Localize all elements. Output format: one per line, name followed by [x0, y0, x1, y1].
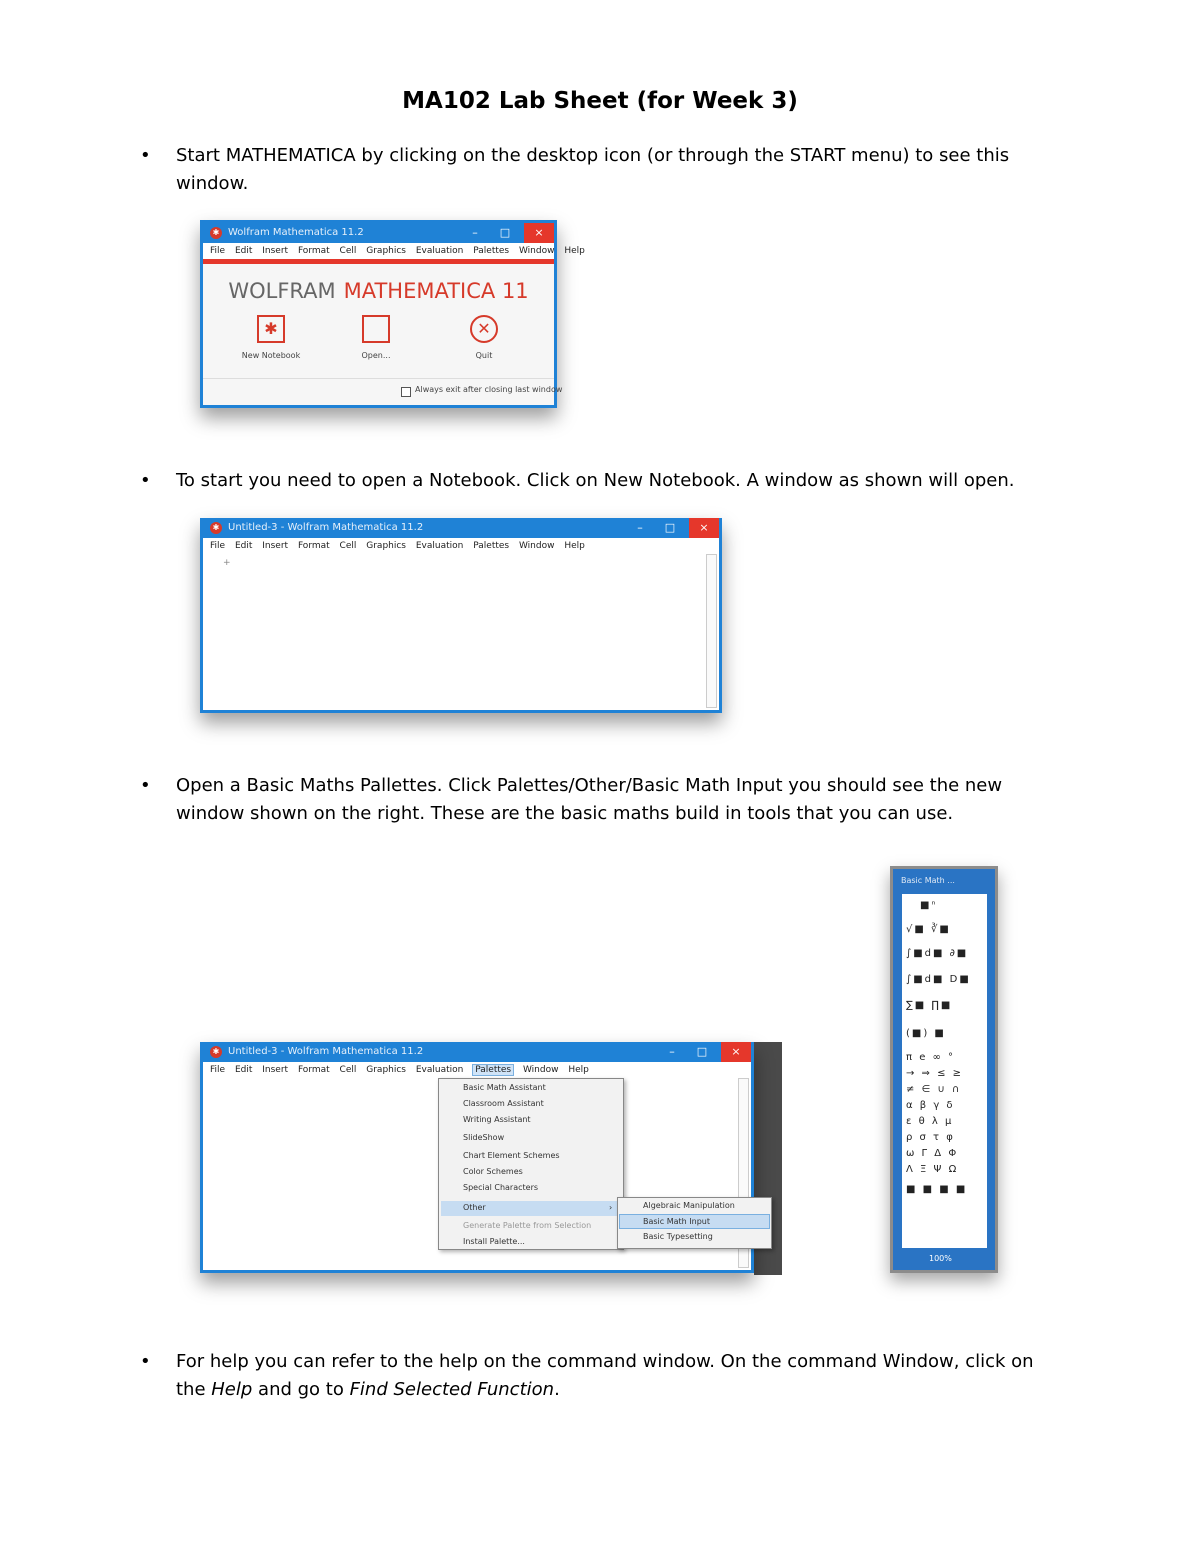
mathematica-logo-icon: ✱	[210, 227, 222, 239]
menu-graphics[interactable]: Graphics	[366, 1065, 406, 1075]
bullet-item	[140, 467, 1060, 495]
palette-button-row[interactable]: √■ ∛■	[906, 924, 951, 935]
welcome-footer	[203, 378, 563, 405]
menu-help[interactable]: Help	[564, 246, 585, 256]
other-submenu	[617, 1197, 772, 1249]
bullet-marker: •	[140, 1351, 151, 1372]
menu-item-classroom-assistant[interactable]: Classroom Assistant	[463, 1099, 544, 1108]
product-brand	[203, 279, 554, 303]
palette-button-row[interactable]: ∑■ ∏■	[906, 1000, 953, 1011]
quit-label: Quit	[475, 351, 493, 360]
menu-window[interactable]: Window	[518, 246, 555, 256]
submenu-item-algebraic-manipulation[interactable]: Algebraic Manipulation	[643, 1201, 735, 1210]
menu-cell[interactable]: Cell	[339, 246, 357, 256]
palette-button-row[interactable]: ∫■d■ D■	[906, 974, 971, 985]
bullet-text: Start MATHEMATICA by clicking on the desktop icon (or through the START menu) to see this window.	[176, 145, 1010, 194]
notebook-window	[200, 518, 722, 713]
menu-evaluation[interactable]: Evaluation	[415, 541, 464, 551]
menu-bar	[203, 243, 585, 259]
menu-bar	[203, 538, 719, 554]
menu-insert[interactable]: Insert	[262, 541, 289, 551]
menu-edit[interactable]: Edit	[234, 541, 253, 551]
palette-zoom[interactable]: 100%	[929, 1254, 952, 1263]
bullet-item	[140, 1348, 1060, 1404]
menu-edit[interactable]: Edit	[234, 1065, 253, 1075]
menu-item-generate-palette: Generate Palette from Selection	[463, 1221, 592, 1230]
folder-icon	[362, 315, 390, 343]
exit-checkbox-label: Always exit after closing last window	[415, 385, 563, 394]
title-bar	[203, 1042, 751, 1062]
window-title: Wolfram Mathematica 11.2	[228, 227, 364, 238]
brand-stripe	[203, 259, 554, 264]
find-selected-function-emphasis: Find Selected Function	[349, 1379, 555, 1400]
menu-evaluation[interactable]: Evaluation	[415, 246, 464, 256]
text-segment: For help you can refer to the help on the command window. On the command Window, click on the	[176, 1351, 1034, 1400]
menu-format[interactable]: Format	[297, 541, 330, 551]
quit-button[interactable]	[439, 315, 529, 360]
menu-cell[interactable]: Cell	[339, 541, 357, 551]
menu-item-other[interactable]: Other	[463, 1203, 486, 1212]
maximize-button[interactable]: □	[696, 1045, 708, 1058]
close-button[interactable]: ×	[721, 1042, 751, 1062]
help-emphasis: Help	[211, 1379, 253, 1400]
menu-evaluation[interactable]: Evaluation	[415, 1065, 464, 1075]
menu-help[interactable]: Help	[568, 1065, 589, 1075]
submenu-item-basic-typesetting[interactable]: Basic Typesetting	[643, 1232, 713, 1241]
menu-item-slideshow[interactable]: SlideShow	[463, 1133, 505, 1142]
open-label: Open...	[361, 351, 391, 360]
new-notebook-label: New Notebook	[241, 351, 301, 360]
close-button[interactable]: ×	[689, 518, 719, 538]
open-button[interactable]	[331, 315, 421, 360]
menu-palettes[interactable]: Palettes	[475, 1065, 512, 1075]
menu-graphics[interactable]: Graphics	[366, 246, 406, 256]
vertical-scrollbar[interactable]	[706, 554, 717, 708]
menu-item-chart-element-schemes[interactable]: Chart Element Schemes	[463, 1151, 560, 1160]
menu-edit[interactable]: Edit	[234, 246, 253, 256]
submenu-arrow-icon: ›	[609, 1203, 613, 1212]
minimize-button[interactable]: –	[669, 1045, 675, 1058]
bullet-text: Open a Basic Maths Pallettes. Click Palettes/Other/Basic Math Input you should see the new window shown on the right. These are the basic maths build in tools that you can use.	[176, 775, 1003, 824]
palette-title: Basic Math ...	[901, 876, 955, 885]
bullet-item	[140, 142, 1060, 198]
window-title: Untitled-3 - Wolfram Mathematica 11.2	[228, 522, 424, 533]
menu-item-color-schemes[interactable]: Color Schemes	[463, 1167, 523, 1176]
new-notebook-icon: ✱	[257, 315, 285, 343]
menu-cell[interactable]: Cell	[339, 1065, 357, 1075]
bullet-marker: •	[140, 145, 151, 166]
bullet-marker: •	[140, 470, 151, 491]
brand-mathematica: MATHEMATICA 11	[343, 279, 529, 303]
menu-file[interactable]: File	[210, 1065, 226, 1075]
menu-format[interactable]: Format	[297, 1065, 330, 1075]
mathematica-logo-icon: ✱	[210, 522, 222, 534]
menu-window[interactable]: Window	[522, 1065, 559, 1075]
title-bar	[203, 223, 554, 243]
mathematica-logo-icon: ✱	[210, 1046, 222, 1058]
menu-window[interactable]: Window	[518, 541, 555, 551]
mathematica-welcome-window	[200, 220, 585, 408]
maximize-button[interactable]: □	[499, 226, 511, 239]
document-title: MA102 Lab Sheet (for Week 3)	[402, 88, 798, 114]
palette-button-row[interactable]: ≠ ∈ ∪ ∩	[906, 1084, 962, 1095]
menu-file[interactable]: File	[210, 246, 226, 256]
window-title: Untitled-3 - Wolfram Mathematica 11.2	[228, 1046, 424, 1057]
quit-icon: ✕	[470, 315, 498, 343]
palette-button-row[interactable]: ρ σ τ φ	[906, 1132, 955, 1143]
submenu-item-basic-math-input[interactable]: Basic Math Input	[643, 1217, 710, 1226]
exit-checkbox[interactable]	[401, 387, 411, 397]
basic-math-palette	[890, 866, 998, 1273]
palette-button-row[interactable]: Λ Ξ Ψ Ω	[906, 1164, 959, 1175]
menu-format[interactable]: Format	[297, 246, 330, 256]
palette-button-row[interactable]: π e ∞ °	[906, 1052, 956, 1063]
palette-button-row[interactable]: ■ ■ ■ ■	[906, 1184, 968, 1195]
palette-body	[902, 894, 987, 1248]
menu-graphics[interactable]: Graphics	[366, 541, 406, 551]
palette-button-row[interactable]: (■) ■	[906, 1028, 946, 1039]
palettes-dropdown-menu	[438, 1078, 624, 1250]
menu-palettes[interactable]: Palettes	[473, 246, 510, 256]
menu-insert[interactable]: Insert	[262, 1065, 289, 1075]
palette-button-row[interactable]: ■ⁿ	[920, 900, 938, 911]
bullet-text: To start you need to open a Notebook. Click on New Notebook. A window as shown will open.	[176, 470, 1015, 491]
palette-button-row[interactable]: → ⇒ ≤ ≥	[906, 1068, 964, 1079]
menu-insert[interactable]: Insert	[262, 246, 289, 256]
brand-wolfram: WOLFRAM	[228, 279, 336, 303]
title-bar	[203, 518, 719, 538]
new-notebook-button[interactable]	[226, 315, 316, 360]
maximize-button[interactable]: □	[664, 521, 676, 534]
minimize-button[interactable]: –	[472, 226, 478, 239]
bullet-marker: •	[140, 775, 151, 796]
menu-item-install-palette[interactable]: Install Palette...	[463, 1237, 525, 1246]
palette-button-row[interactable]: ω Γ Δ Φ	[906, 1148, 959, 1159]
cell-insertion-marker[interactable]: +	[223, 558, 231, 568]
menu-palettes[interactable]: Palettes	[473, 541, 510, 551]
bullet-item	[140, 772, 1060, 828]
text-segment: .	[554, 1379, 560, 1400]
menu-item-basic-math-assistant[interactable]: Basic Math Assistant	[463, 1083, 546, 1092]
menu-item-writing-assistant[interactable]: Writing Assistant	[463, 1115, 531, 1124]
close-button[interactable]: ×	[524, 223, 554, 243]
menu-help[interactable]: Help	[564, 541, 585, 551]
menu-file[interactable]: File	[210, 541, 226, 551]
menu-item-special-characters[interactable]: Special Characters	[463, 1183, 539, 1192]
palette-button-row[interactable]: α β γ δ	[906, 1100, 955, 1111]
menu-bar	[203, 1062, 751, 1078]
palette-button-row[interactable]: ∫■d■ ∂■	[906, 948, 969, 959]
text-segment: and go to	[252, 1379, 350, 1400]
minimize-button[interactable]: –	[637, 521, 643, 534]
bullet-text	[176, 1348, 1060, 1404]
palette-button-row[interactable]: ε θ λ μ	[906, 1116, 954, 1127]
